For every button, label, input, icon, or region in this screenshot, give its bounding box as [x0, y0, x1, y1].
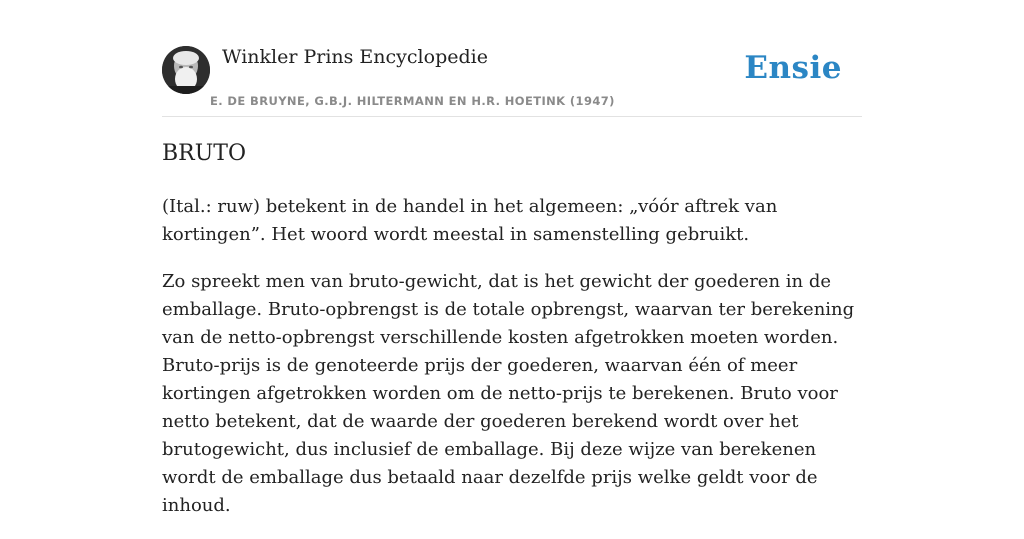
- source-authors: E. DE BRUYNE, G.B.J. HILTERMANN EN H.R. HOETINK (1947): [210, 94, 615, 108]
- article-headword: BRUTO: [162, 141, 246, 166]
- article-paragraph: Zo spreekt men van bruto-gewicht, dat is het gewicht der goederen in de emballage. Bruto-opbrengst is de totale opbrengst, waarvan ter berekening van de netto-opbrengst verschillende kosten afgetrokken moeten worden. Bruto-prijs is de genoteerde prijs der goederen, waarvan één of meer kortingen afgetrokken worden om de netto-prijs te berekenen. Bruto voor netto betekent, dat de waarde der goederen berekend wordt over het brutogewicht, dus inclusief de emballage. Bij deze wijze van berekenen wordt de emballage dus betaald naar dezelfde prijs welke geldt voor de inhoud.: [162, 271, 855, 516]
- ensie-logo[interactable]: Ensie: [744, 50, 842, 86]
- author-avatar[interactable]: [162, 46, 210, 94]
- article-paragraph: (Ital.: ruw) betekent in de handel in het algemeen: „vóór aftrek van kortingen”. Het woord wordt meestal in samenstelling gebruikt.: [162, 196, 778, 245]
- source-title[interactable]: Winkler Prins Encyclopedie: [222, 46, 488, 68]
- source-header: [162, 44, 862, 117]
- article-body: [162, 193, 862, 539]
